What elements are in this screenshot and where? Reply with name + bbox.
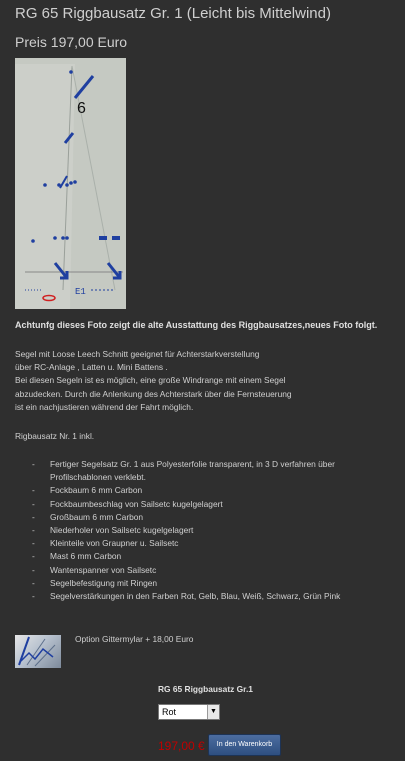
description-line: ist ein nachjustieren während der Fahrt möglich.	[15, 401, 194, 412]
list-item: - Kleinteile von Graupner u. Sailsetc	[32, 538, 179, 549]
description-line: Bei diesen Segeln ist es möglich, eine große Windrange mit einem Segel	[15, 375, 286, 386]
list-item: - Fockbaumbeschlag von Sailsetc kugelgelagert	[32, 498, 223, 509]
chevron-down-icon[interactable]: ▼	[207, 705, 219, 719]
list-item-text: Wantenspanner von Sailsetc	[50, 564, 157, 575]
option-text: Option Gittermylar + 18,00 Euro	[75, 634, 194, 644]
list-item-text: Fockbaumbeschlag von Sailsetc kugelgelagert	[50, 498, 223, 509]
order-product-name: RG 65 Riggbausatz Gr.1	[158, 684, 253, 694]
list-item-text: Fockbaum 6 mm Carbon	[50, 485, 143, 496]
list-item: - Fertiger Segelsatz Gr. 1 aus Polyesterfolie transparent, in 3 D verfahren über Profilschablonen verklebt.	[32, 459, 335, 483]
list-item: - Wantenspanner von Sailsetc	[32, 564, 157, 575]
list-item-text: Kleinteile von Graupner u. Sailsetc	[50, 538, 179, 549]
description-line: über RC-Anlage , Latten u. Mini Battens .	[15, 362, 168, 373]
color-select[interactable]	[158, 704, 220, 720]
list-item-text: Segelbefestigung mit Ringen	[50, 577, 158, 588]
description-line: Segel mit Loose Leech Schnitt geeignet für Achterstarkverstellung	[15, 349, 260, 359]
photo-note: Achtunfg dieses Foto zeigt die alte Ausstattung des Riggbausatzes,neues Foto folgt.	[15, 320, 378, 330]
list-item-text: Fertiger Segelsatz Gr. 1 aus Polyesterfolie transparent, in 3 D verfahren über Profilschablonen verklebt.	[50, 459, 335, 483]
cart-price: 197,00 €	[158, 739, 205, 753]
list-item: - Segelverstärkungen in den Farben Rot, Gelb, Blau, Weiß, Schwarz, Grün Pink	[32, 591, 341, 602]
color-select-value: Rot	[162, 707, 177, 717]
list-item: - Segelbefestigung mit Ringen	[32, 577, 158, 588]
sail-photo	[15, 58, 126, 309]
add-to-cart-button[interactable]: In den Warenkorb	[208, 734, 281, 756]
product-description	[15, 348, 292, 414]
option-thumbnail[interactable]	[15, 635, 61, 668]
list-item: - Großbaum 6 mm Carbon	[32, 511, 144, 522]
contents-list	[30, 458, 395, 603]
list-item-text: Niederholer von Sailsetc kugelgelagert	[50, 525, 194, 536]
list-item: - Niederholer von Sailsetc kugelgelagert	[32, 525, 194, 536]
product-price: Preis 197,00 Euro	[15, 34, 128, 50]
product-title: RG 65 Riggbausatz Gr. 1 (Leicht bis Mittelwind)	[15, 5, 331, 22]
list-item-text: Mast 6 mm Carbon	[50, 551, 122, 562]
svg-text:E1: E1	[75, 287, 86, 297]
list-item-text: Großbaum 6 mm Carbon	[50, 511, 144, 522]
list-item: - Fockbaum 6 mm Carbon	[32, 485, 143, 496]
description-line: abzudecken. Durch die Anlenkung des Achterstark über die Fernsteuerung	[15, 388, 292, 399]
contents-heading: Rigbausatz Nr. 1 inkl.	[15, 431, 95, 441]
svg-text:6: 6	[77, 100, 86, 117]
list-item-text: Segelverstärkungen in den Farben Rot, Gelb, Blau, Weiß, Schwarz, Grün Pink	[50, 591, 341, 602]
list-item: - Mast 6 mm Carbon	[32, 551, 122, 562]
